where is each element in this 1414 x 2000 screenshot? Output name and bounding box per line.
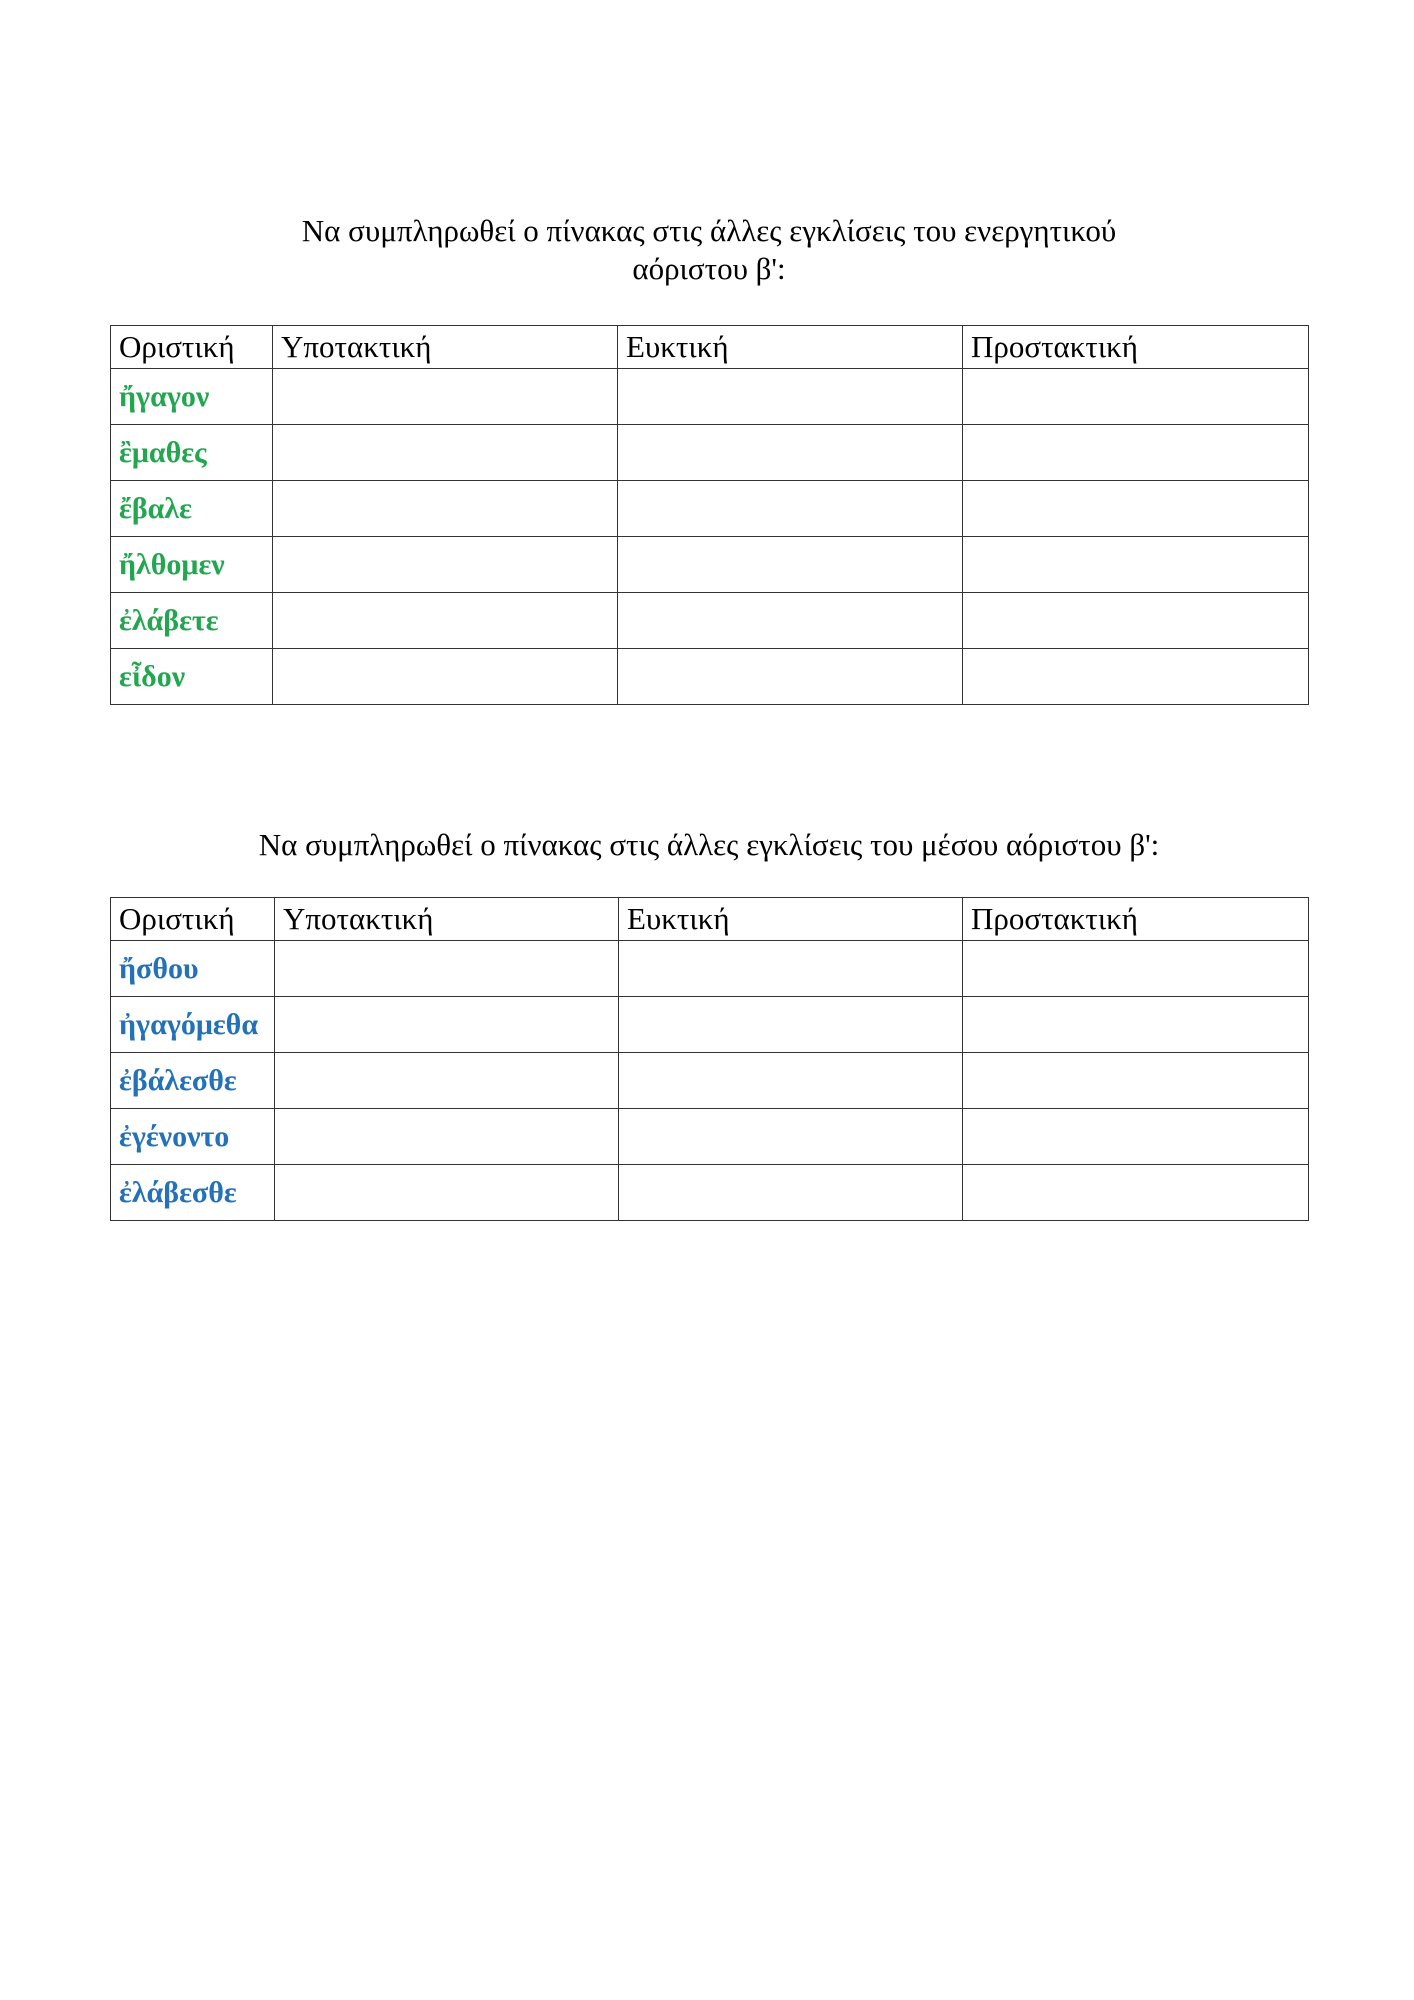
answer-cell-imperative[interactable] <box>963 425 1309 481</box>
table-row <box>111 649 1309 705</box>
answer-cell-imperative[interactable] <box>963 941 1309 997</box>
answer-cell-optative[interactable] <box>618 369 963 425</box>
verb-form-cell: ἐλάβεσθε <box>111 1165 275 1221</box>
answer-cell-optative[interactable] <box>619 1053 963 1109</box>
answer-cell-subjunctive[interactable] <box>273 481 618 537</box>
answer-cell-subjunctive[interactable] <box>273 425 618 481</box>
answer-cell-imperative[interactable] <box>963 649 1309 705</box>
answer-cell-subjunctive[interactable] <box>275 997 619 1053</box>
instruction-middle-aorist: Να συμπληρωθεί ο πίνακας στις άλλες εγκλίσεις του μέσου αόριστου β': <box>258 827 1160 862</box>
answer-cell-imperative[interactable] <box>963 537 1309 593</box>
answer-cell-subjunctive[interactable] <box>275 1053 619 1109</box>
answer-cell-imperative[interactable] <box>963 369 1309 425</box>
header-imperative: Προστακτική <box>963 326 1309 369</box>
answer-cell-optative[interactable] <box>618 593 963 649</box>
answer-cell-optative[interactable] <box>618 425 963 481</box>
answer-cell-imperative[interactable] <box>963 481 1309 537</box>
header-subjunctive: Υποτακτική <box>275 898 619 941</box>
table-row <box>111 369 1309 425</box>
answer-cell-optative[interactable] <box>619 941 963 997</box>
verb-form-cell: ἠγαγόμεθα <box>111 997 275 1053</box>
answer-cell-imperative[interactable] <box>963 1165 1309 1221</box>
answer-cell-imperative[interactable] <box>963 593 1309 649</box>
table-header-row <box>111 326 1309 369</box>
active-aorist-table <box>110 325 1309 705</box>
table-row <box>111 1053 1309 1109</box>
answer-cell-optative[interactable] <box>618 649 963 705</box>
answer-cell-imperative[interactable] <box>963 1109 1309 1165</box>
instruction-active-line1: Να συμπληρωθεί ο πίνακας στις άλλες εγκλίσεις του ενεργητικού <box>301 213 1117 248</box>
table-row <box>111 425 1309 481</box>
answer-cell-optative[interactable] <box>619 1165 963 1221</box>
verb-form-cell: ἐγένοντο <box>111 1109 275 1165</box>
instruction-active-aorist <box>110 212 1308 288</box>
answer-cell-subjunctive[interactable] <box>273 369 618 425</box>
table-row <box>111 941 1309 997</box>
verb-form-cell: ἔβαλε <box>111 481 273 537</box>
table-row <box>111 593 1309 649</box>
header-optative: Ευκτική <box>619 898 963 941</box>
answer-cell-imperative[interactable] <box>963 997 1309 1053</box>
verb-form-cell: εἶδον <box>111 649 273 705</box>
answer-cell-optative[interactable] <box>618 537 963 593</box>
verb-form-cell: ἒμαθες <box>111 425 273 481</box>
answer-cell-optative[interactable] <box>619 997 963 1053</box>
header-imperative: Προστακτική <box>963 898 1309 941</box>
answer-cell-subjunctive[interactable] <box>273 593 618 649</box>
table-row <box>111 997 1309 1053</box>
verb-form-cell: ἐλάβετε <box>111 593 273 649</box>
answer-cell-optative[interactable] <box>618 481 963 537</box>
table-row <box>111 1109 1309 1165</box>
verb-form-cell: ἐβάλεσθε <box>111 1053 275 1109</box>
answer-cell-subjunctive[interactable] <box>275 1109 619 1165</box>
answer-cell-subjunctive[interactable] <box>273 649 618 705</box>
verb-form-cell: ἤλθομεν <box>111 537 273 593</box>
answer-cell-subjunctive[interactable] <box>273 537 618 593</box>
table-row <box>111 537 1309 593</box>
header-optative: Ευκτική <box>618 326 963 369</box>
header-subjunctive: Υποτακτική <box>273 326 618 369</box>
table-row <box>111 1165 1309 1221</box>
header-indicative: Οριστική <box>111 898 275 941</box>
instruction-active-line2: αόριστου β': <box>632 251 786 286</box>
table-header-row <box>111 898 1309 941</box>
answer-cell-subjunctive[interactable] <box>275 1165 619 1221</box>
verb-form-cell: ἤσθου <box>111 941 275 997</box>
answer-cell-optative[interactable] <box>619 1109 963 1165</box>
verb-form-cell: ἤγαγον <box>111 369 273 425</box>
header-indicative: Οριστική <box>111 326 273 369</box>
answer-cell-imperative[interactable] <box>963 1053 1309 1109</box>
table-row <box>111 481 1309 537</box>
answer-cell-subjunctive[interactable] <box>275 941 619 997</box>
middle-aorist-table <box>110 897 1309 1221</box>
